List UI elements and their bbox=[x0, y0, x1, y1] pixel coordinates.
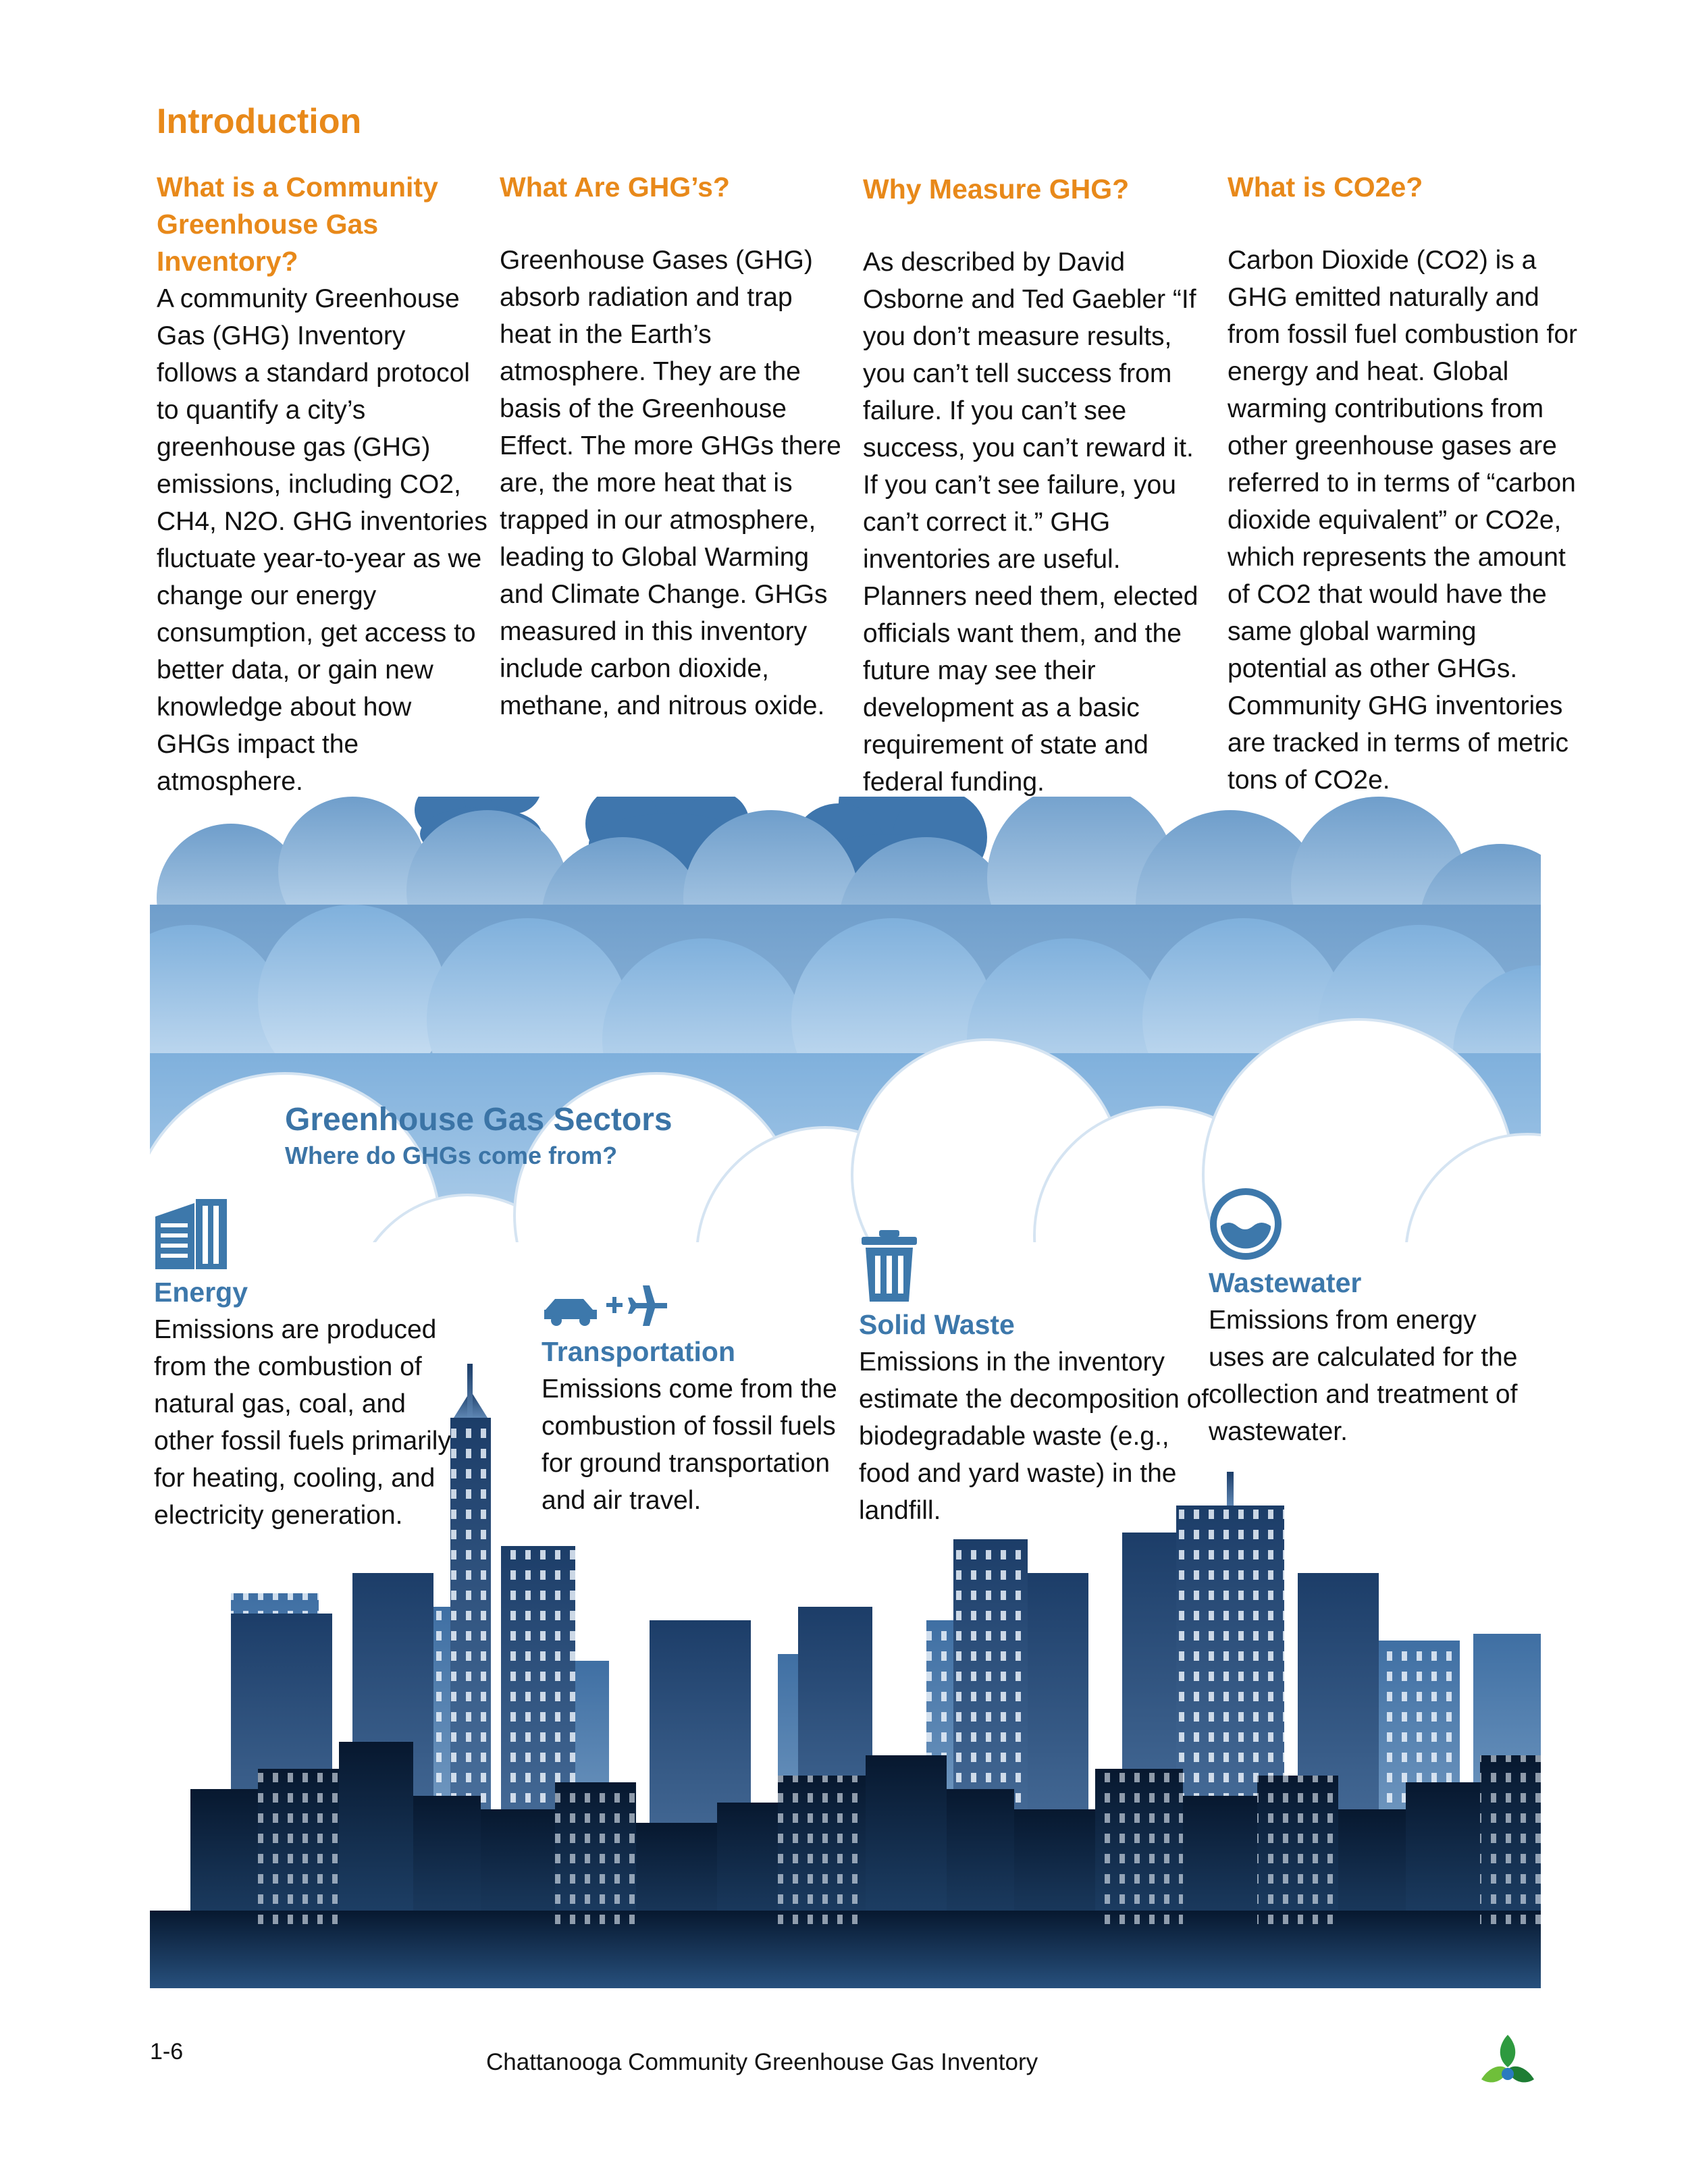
sectors-heading bbox=[285, 1100, 672, 1172]
sector-name: Energy bbox=[154, 1277, 248, 1308]
sector-energy bbox=[154, 1196, 451, 1534]
column-title: What is a Community Greenhouse Gas Inventory? bbox=[157, 171, 438, 277]
column-title: What Are GHG’s? bbox=[500, 171, 730, 203]
page-title: Introduction bbox=[157, 102, 362, 141]
trash-can-icon bbox=[859, 1229, 920, 1303]
column-title: What is CO2e? bbox=[1228, 171, 1423, 203]
sector-transportation bbox=[542, 1283, 852, 1519]
sector-text: Emissions in the inventory estimate the decomposition of biodegradable waste (e.g., food and yard waste) in the landfill. bbox=[859, 1348, 1209, 1525]
page-number: 1-6 bbox=[150, 2039, 184, 2065]
footer-title: Chattanooga Community Greenhouse Gas Inventory bbox=[486, 2049, 1038, 2075]
sector-wastewater bbox=[1209, 1187, 1533, 1450]
column-title: Why Measure GHG? bbox=[863, 174, 1130, 205]
column-what-is-co2e bbox=[1228, 169, 1579, 799]
cloud-city-illustration bbox=[150, 797, 1541, 1988]
column-text: Carbon Dioxide (CO2) is a GHG emitted naturally and from fossil fuel combustion for energy and heat. Global warming contributions from other greenhouse gases are referred to in terms of “carbon dioxide equivalent” or CO2e, which represents the amount of CO2 that would have the same global warming potential as other GHGs. Community GHG inventories are tracked in terms of metric tons of CO2e. bbox=[1228, 246, 1578, 795]
sector-name: Transportation bbox=[542, 1336, 736, 1367]
car-plane-icon bbox=[542, 1283, 670, 1330]
column-why-measure bbox=[863, 171, 1214, 801]
column-what-are-ghgs bbox=[500, 169, 851, 724]
sector-text: Emissions from energy uses are calculated for the collection and treatment of wastewater. bbox=[1209, 1306, 1518, 1446]
building-icon bbox=[154, 1196, 228, 1271]
sectors-title: Greenhouse Gas Sectors bbox=[285, 1102, 672, 1138]
column-text: A community Greenhouse Gas (GHG) Inventory follows a standard protocol to quantify a city’s greenhouse gas (GHG) emissions, including CO2, CH4, N2O. GHG inventories fluctuate year-to-year as we change our energy consumption, get access to better data, or gain new knowledge about how GHGs impact the atmosphere. bbox=[157, 284, 487, 796]
sector-text: Emissions come from the combustion of fossil fuels for ground transportation and air travel. bbox=[542, 1375, 837, 1515]
sector-solid-waste bbox=[859, 1229, 1210, 1529]
column-what-is-inventory bbox=[157, 169, 487, 800]
sector-text: Emissions are produced from the combustion of natural gas, coal, and other fossil fuels primarily for heating, cooling, and electricity generation. bbox=[154, 1315, 451, 1530]
logo bbox=[1477, 2032, 1538, 2096]
column-text: As described by David Osborne and Ted Gaebler “If you don’t measure results, you can’t tell success from failure. If you can’t see success, you can’t reward it. If you can’t see failure, you can’t correct it.” GHG inventories are useful. Planners need them, elected officials want them, and the future may see their development as a basic requirement of state and federal funding. bbox=[863, 248, 1198, 797]
column-text: Greenhouse Gases (GHG) absorb radiation and trap heat in the Earth’s atmosphere. They are the basis of the Greenhouse Effect. The more GHGs there are, the more heat that is trapped in our atmosphere, leading to Global Warming and Climate Change. GHGs measured in this inventory include carbon dioxide, methane, and nitrous oxide. bbox=[500, 246, 841, 720]
leaf-logo-icon bbox=[1477, 2032, 1538, 2093]
sectors-subtitle: Where do GHGs come from? bbox=[285, 1142, 618, 1169]
water-icon bbox=[1209, 1187, 1283, 1261]
sector-name: Wastewater bbox=[1209, 1267, 1362, 1298]
sector-name: Solid Waste bbox=[859, 1309, 1015, 1340]
